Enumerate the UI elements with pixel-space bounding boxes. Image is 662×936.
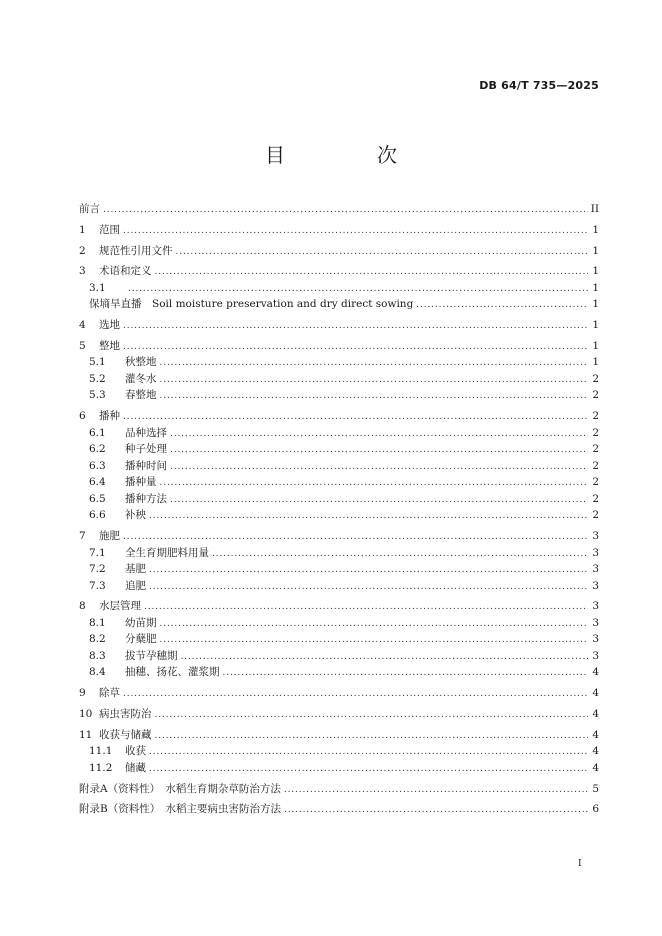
toc-entry-label: 保墒旱直播 Soil moisture preservation and dry direct sowing [89,298,414,311]
toc-entry-label: 播种方法 [125,492,167,505]
toc-entry[interactable] [79,706,599,723]
toc-entry-number: 11.2 [89,761,113,774]
toc-entry-label: 附录B（资料性） 水稻主要病虫害防治方法 [79,803,281,816]
toc-entry-number: 8.4 [89,666,106,679]
toc-leader-dots [123,223,588,240]
toc-leader-dots [144,599,588,616]
toc-entry-label: 收获 [125,745,146,758]
toc-entry-number: 6.3 [89,459,106,472]
toc-leader-dots [103,202,588,219]
toc-entry[interactable] [79,474,599,491]
toc-entry-page: 4 [592,761,599,774]
toc-entry-page: 3 [592,616,599,629]
toc-entry-label: 水层管理 [99,600,141,613]
toc-entry-label: 种子处理 [125,443,167,456]
toc-entry[interactable] [79,727,599,744]
toc-leader-dots [160,616,589,633]
toc-leader-dots [155,728,589,745]
toc-leader-dots [123,318,588,335]
toc-leader-dots [160,388,589,405]
toc-entry-label: 春整地 [125,389,157,402]
toc-entry-label: 前言 [79,203,100,215]
toc-entry-number: 1 [79,223,86,236]
toc-leader-dots [123,686,588,703]
toc-leader-dots [155,707,589,724]
toc-entry[interactable] [79,280,599,297]
toc-entry-number: 2 [79,244,86,257]
toc-entry-number: 8.3 [89,649,106,662]
toc-leader-dots [416,297,588,314]
toc-entry-label: 拔节孕穗期 [125,649,178,662]
toc-entry-page: 1 [592,265,599,278]
toc-entry-page: 6 [592,803,599,816]
toc-entry-number: 11 [79,728,93,741]
toc-entry-label: 播种时间 [125,459,167,472]
toc-entry[interactable] [79,296,599,313]
toc-entry[interactable] [79,648,599,665]
toc-entry-label: 收获与储藏 [99,728,152,741]
toc-entry-number: 5.2 [89,372,106,385]
toc-entry-label: 整地 [99,339,120,352]
toc-entry[interactable] [79,578,599,595]
toc-entry-page: 2 [592,492,599,505]
table-of-contents [79,201,599,818]
toc-entry-page: 1 [592,339,599,352]
toc-entry-page: 3 [592,633,599,646]
toc-entry-label: 追肥 [125,579,146,592]
toc-entry-label: 全生育期肥料用量 [125,546,209,559]
toc-entry-page: 3 [592,649,599,662]
toc-entry-page: 4 [592,666,599,679]
page-title: 目 次 [265,143,433,167]
toc-entry-label: 施肥 [99,530,120,543]
toc-entry-label: 储藏 [125,761,146,774]
toc-leader-dots [284,802,588,819]
toc-entry-label: 规范性引用文件 [99,244,173,257]
toc-entry-page: 3 [592,600,599,613]
toc-entry[interactable] [79,781,599,798]
toc-entry-label: 秋整地 [125,356,157,369]
toc-entry[interactable] [79,222,599,239]
toc-entry-label: 抽穗、扬花、灌浆期 [125,666,220,679]
toc-entry[interactable] [79,561,599,578]
toc-entry-label: 灌冬水 [125,372,157,385]
toc-entry-label: 基肥 [125,563,146,576]
toc-entry-label: 范围 [99,223,120,236]
toc-leader-dots [149,744,588,761]
toc-entry-page: 3 [592,530,599,543]
toc-entry-label: 品种选择 [125,426,167,439]
toc-entry-label: 幼苗期 [125,616,157,629]
toc-entry-page: 1 [592,281,599,294]
toc-entry-label: 附录A（资料性） 水稻生育期杂草防治方法 [79,782,281,795]
toc-entry-page: 1 [592,356,599,369]
toc-entry-page: 3 [592,563,599,576]
toc-entry-number: 5.3 [89,389,106,402]
toc-leader-dots [149,579,588,596]
toc-entry-number: 11.1 [89,745,113,758]
toc-leader-dots [160,475,589,492]
toc-leader-dots [170,426,588,443]
toc-leader-dots [128,281,588,298]
toc-entry[interactable] [79,631,599,648]
toc-leader-dots [149,508,588,525]
toc-entry[interactable] [79,263,599,280]
toc-entry[interactable] [79,528,599,545]
toc-entry[interactable] [79,371,599,388]
toc-leader-dots [123,529,588,546]
toc-entry[interactable] [79,491,599,508]
toc-entry-number: 7.1 [89,546,106,559]
toc-entry-page: 1 [592,223,599,236]
document-code: DB 64/T 735—2025 [479,79,599,92]
toc-entry-page: 4 [592,707,599,720]
toc-entry-page: 2 [592,443,599,456]
toc-entry-label: 术语和定义 [99,265,152,278]
toc-leader-dots [149,562,588,579]
toc-entry-number: 6.2 [89,443,106,456]
toc-leader-dots [160,632,589,649]
toc-entry[interactable] [79,615,599,632]
toc-entry-number: 7 [79,530,86,543]
toc-entry-label: 播种量 [125,476,157,489]
toc-entry[interactable] [79,743,599,760]
toc-entry[interactable] [79,354,599,371]
toc-entry[interactable] [79,387,599,404]
toc-entry[interactable] [79,801,599,818]
toc-entry-page: 2 [592,389,599,402]
toc-entry[interactable] [79,408,599,425]
toc-entry-number: 3 [79,265,86,278]
toc-entry-page: 3 [592,579,599,592]
toc-leader-dots [170,459,588,476]
toc-entry-number: 6.6 [89,509,106,522]
page-number: I [578,859,582,869]
toc-leader-dots [223,665,589,682]
toc-entry-number: 4 [79,319,86,332]
toc-leader-dots [123,409,588,426]
toc-entry-label: 播种 [99,410,120,423]
toc-entry[interactable] [79,441,599,458]
toc-entry[interactable] [79,685,599,702]
toc-entry[interactable] [79,425,599,442]
toc-entry-label: 除草 [99,687,120,700]
toc-leader-dots [155,264,589,281]
toc-entry-number: 10 [79,707,93,720]
toc-entry[interactable] [79,243,599,260]
toc-entry-label: 选地 [99,319,120,332]
toc-leader-dots [170,492,588,509]
toc-entry-label: 病虫害防治 [99,707,152,720]
toc-entry-number: 6.5 [89,492,106,505]
toc-leader-dots [170,442,588,459]
toc-entry[interactable] [79,760,599,777]
toc-entry[interactable] [79,545,599,562]
toc-entry[interactable] [79,664,599,681]
toc-leader-dots [160,372,589,389]
toc-leader-dots [123,339,588,356]
toc-entry[interactable] [79,507,599,524]
toc-entry-page: 4 [592,728,599,741]
toc-entry[interactable] [79,201,599,218]
toc-entry-page: 2 [592,372,599,385]
toc-leader-dots [149,761,588,778]
toc-leader-dots [181,649,589,666]
toc-entry[interactable] [79,317,599,334]
toc-entry-number: 7.3 [89,579,106,592]
toc-entry-page: 2 [592,459,599,472]
toc-entry-number: 9 [79,687,86,700]
toc-entry-number: 6.1 [89,426,106,439]
toc-entry[interactable] [79,338,599,355]
toc-entry-number: 5 [79,339,86,352]
toc-entry-page: 2 [592,509,599,522]
toc-entry-number: 6 [79,410,86,423]
toc-entry-page: 4 [592,687,599,700]
toc-leader-dots [160,355,589,372]
toc-entry-page: II [590,203,599,215]
toc-entry-number: 8.2 [89,633,106,646]
toc-leader-dots [284,782,588,799]
toc-entry-label: 补秧 [125,509,146,522]
toc-leader-dots [212,546,588,563]
toc-entry-page: 2 [592,476,599,489]
toc-entry-number: 7.2 [89,563,106,576]
toc-entry-page: 1 [592,244,599,257]
toc-entry-page: 4 [592,745,599,758]
toc-entry-label: 分蘖肥 [125,633,157,646]
toc-entry-number: 6.4 [89,476,106,489]
toc-entry-number: 3.1 [89,281,106,294]
toc-entry-page: 3 [592,546,599,559]
toc-entry-number: 8.1 [89,616,106,629]
toc-entry-page: 5 [592,782,599,795]
toc-leader-dots [176,244,589,261]
toc-entry-page: 1 [592,319,599,332]
toc-entry-page: 2 [592,426,599,439]
toc-entry-page: 1 [592,298,599,311]
toc-entry[interactable] [79,598,599,615]
toc-entry-page: 2 [592,410,599,423]
toc-entry-number: 8 [79,600,86,613]
toc-entry[interactable] [79,458,599,475]
toc-entry-number: 5.1 [89,356,106,369]
